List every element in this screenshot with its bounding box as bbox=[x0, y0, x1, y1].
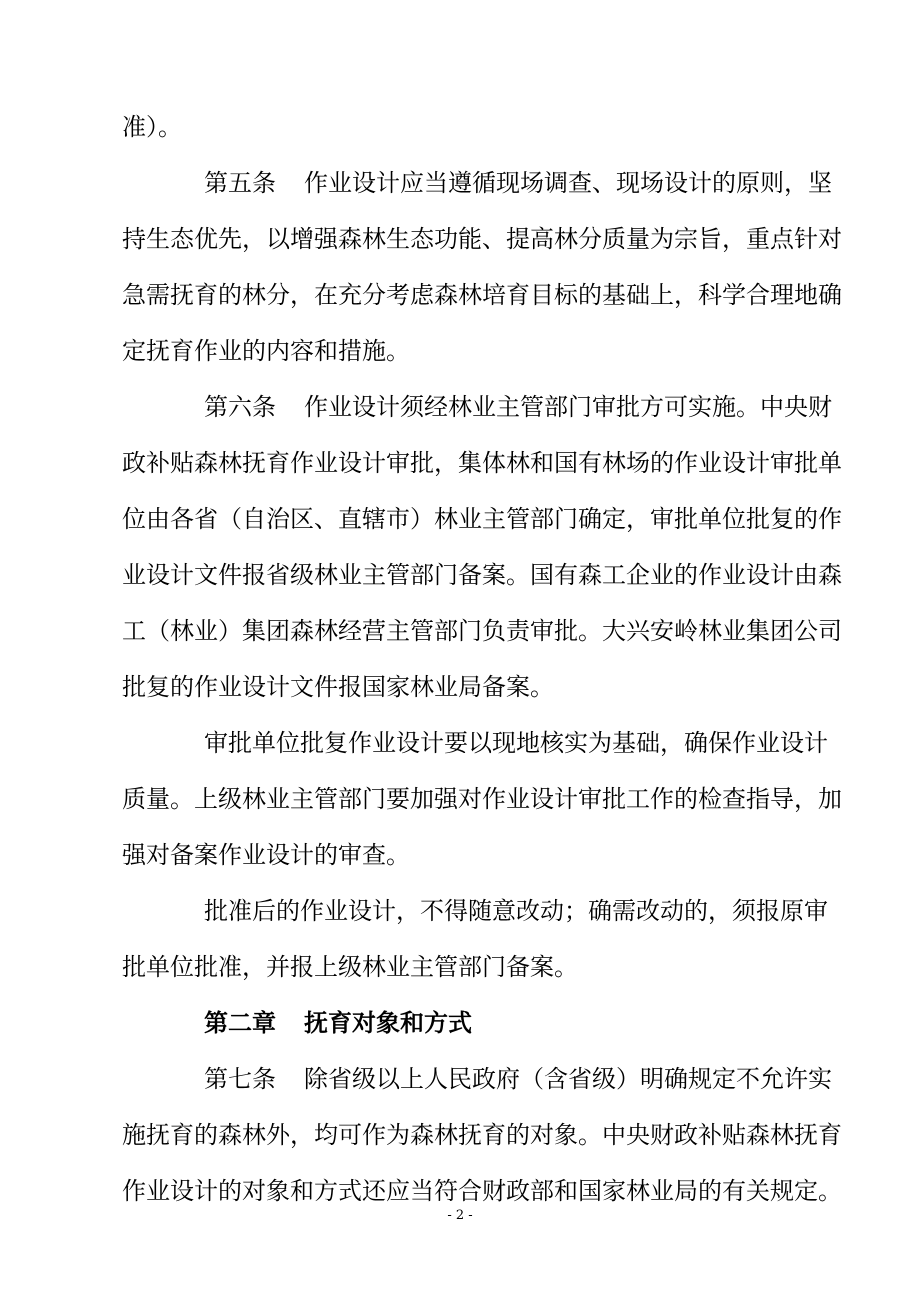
article-text: 作业设计须经林业主管部门审批方可实施。中央财 bbox=[304, 393, 832, 421]
text-line: 位由各省（自治区、直辖市）林业主管部门确定，审批单位批复的作 bbox=[122, 505, 842, 533]
page-number: - 2 - bbox=[447, 1208, 473, 1223]
article-number: 第七条 bbox=[204, 1065, 276, 1093]
text-line: 政补贴森林抚育作业设计审批，集体林和国有林场的作业设计审批单 bbox=[122, 449, 842, 477]
text-line: 批准后的作业设计，不得随意改动；确需改动的，须报原审 bbox=[204, 897, 828, 925]
text-line: 持生态优先，以增强森林生态功能、提高林分质量为宗旨，重点针对 bbox=[122, 225, 842, 253]
chapter-number: 第二章 bbox=[204, 1008, 276, 1037]
text-line bbox=[204, 1062, 832, 1096]
text-line: 质量。上级林业主管部门要加强对作业设计审批工作的检查指导，加 bbox=[122, 785, 842, 813]
text-line: 强对备案作业设计的审查。 bbox=[122, 841, 410, 869]
text-line: 工（林业）集团森林经营主管部门负责审批。大兴安岭林业集团公司 bbox=[122, 617, 842, 645]
text-line: 作业设计的对象和方式还应当符合财政部和国家林业局的有关规定。 bbox=[122, 1177, 842, 1205]
text-line: 急需抚育的林分，在充分考虑森林培育目标的基础上，科学合理地确 bbox=[122, 281, 842, 309]
article-text: 除省级以上人民政府（含省级）明确规定不允许实 bbox=[304, 1065, 832, 1093]
text-line bbox=[204, 166, 832, 200]
text-line: 业设计文件报省级林业主管部门备案。国有森工企业的作业设计由森 bbox=[122, 561, 842, 589]
text-line: 定抚育作业的内容和措施。 bbox=[122, 337, 410, 365]
text-line: 准）。 bbox=[122, 113, 182, 141]
text-line: 施抚育的森林外，均可作为森林抚育的对象。中央财政补贴森林抚育 bbox=[122, 1121, 842, 1149]
text-line: 批复的作业设计文件报国家林业局备案。 bbox=[122, 673, 554, 701]
text-line: 批单位批准，并报上级林业主管部门备案。 bbox=[122, 953, 578, 981]
article-text: 作业设计应当遵循现场调查、现场设计的原则，坚 bbox=[304, 169, 832, 197]
text-line bbox=[204, 390, 832, 424]
article-number: 第五条 bbox=[204, 169, 276, 197]
chapter-heading bbox=[204, 1006, 472, 1040]
text-line: 审批单位批复作业设计要以现地核实为基础，确保作业设计 bbox=[204, 729, 828, 757]
article-number: 第六条 bbox=[204, 393, 276, 421]
chapter-title: 抚育对象和方式 bbox=[304, 1008, 472, 1037]
